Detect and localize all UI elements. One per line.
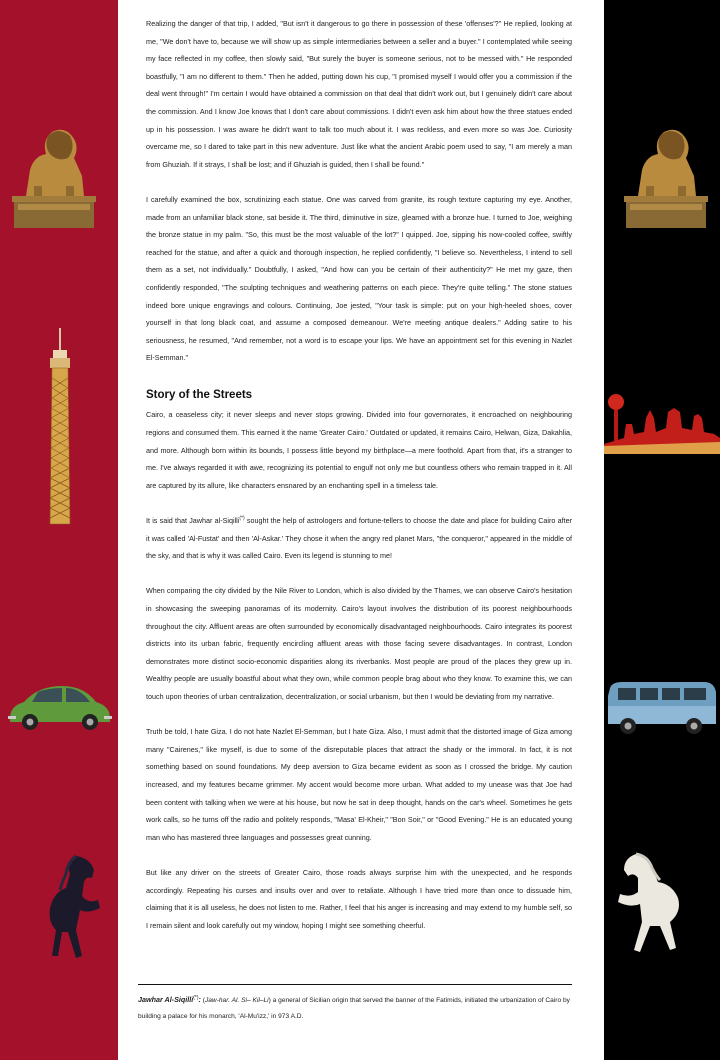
footnote-divider [138, 984, 572, 985]
footnote-text: ) a general of Sicilian origin that served the banner of the Fatimids, initiated the urbanization of Cairo by building a palace for his monarch, 'Al-Mu'izz,' in 973 A.D. [138, 997, 570, 1020]
section-heading: Story of the Streets [146, 389, 253, 402]
green-beetle-car-icon [4, 684, 116, 732]
footnote [138, 992, 588, 1024]
paragraph-driver: But like any driver on the streets of Greater Cairo, those roads always surprise him with the unexpected, and he responds accordingly. Repeating his curses and insults over and over to retaliate. Although I have tried more than once to dissuade him, claiming that it is all useless, he does not listen to me. Rather, I feel that his anger is increasing and may extend to my humble self, so I remain silent and look carefully out my window, hoping I might see something cheerful. [146, 867, 572, 930]
lion-statue-icon [624, 120, 708, 230]
paragraph-intro-2: I carefully examined the box, scrutinizing each statue. One was carved from granite, its rough texture capturing my eye. Another, made from an unfamiliar black stone, sat beside it. The third, diminutive in size, gleamed with a bronze hue. I turned to Joe, weighing the bronze statue in my palm. "So, this must be the most valuable of the lot?" I quipped. Joe, sipping his now-cooled coffee, swiftly reached for the statue, and after a quick and thorough inspection, he replied confidently, "I believe so. Nevertheless, I intend to sell them as a set, not individually." Doubtfully, I asked, "And how can you be certain of their authenticity?" He met my gaze, then confidently responded, "The sculpting techniques and weathering patterns on each piece. They're quite telling." The stone statues indeed bore unique engravings and colours. Continuing, Joe jested, "Your task is simple: put on your high-heeled shoes, cover yourself in that long black coat, and assume a composed demeanour. We're meeting antique dealers." Adding satire to his seriousness, he resumed, "And remember, not a word is to escape your lips. We have an appointment set for this evening in Nazlet El-Semman." [146, 194, 572, 363]
lion-statue-icon [12, 120, 96, 230]
footnote-term-ref: (*) [193, 994, 199, 1001]
main-text-column [146, 15, 572, 952]
paragraph-jawhar [146, 512, 572, 565]
footnote-reference: (*) [239, 515, 245, 522]
blue-van-icon [604, 680, 718, 738]
white-horse-icon [612, 850, 692, 956]
footnote-pronunciation: Jaw-har. Al. Si– Kil–Li [204, 997, 269, 1004]
paragraph-london-comparison: When comparing the city divided by the Nile River to London, which is also divided by the Thames, we can observe Cairo's hesitation in showcasing the sweeping panoramas of its modernity. Cairo's layout involves the distribution of its poorest neighbourhoods throughout the city. Affluent areas are often surrounded by economically disadvantaged neighbourhoods. Cairo integrates its poorest districts into its urban fabric, frequently encircling affluent areas with those facing severe disadvantages. In contrast, London demonstrates more distinct socio-economic disparities along its riverbanks. Most people are proud of the places they grew up in. Wealthy people are usually boastful about what they own, while common people brag about who they know. To examine this, we can touch upon theories of urban centralization, decentralization, or social urbanism, but then I would be deviating from my narrative. [146, 586, 572, 701]
footnote-pron-open: ( [200, 997, 205, 1004]
footnote-colon: : [198, 995, 201, 1004]
red-city-skyline-icon [604, 388, 720, 458]
cairo-tower-icon [42, 328, 78, 526]
paragraph-jawhar-after: sought the help of astrologers and fortune-tellers to choose the date and place for building Cairo after it was called 'Al-Fustat' and then 'Al-Askar.' They chose it when the angry red planet Mars, "the conqueror," appeared in the middle of the sky, and that is why it was called Cairo. Even its legend is stunning to me! [146, 516, 572, 561]
black-horse-icon [36, 852, 106, 964]
paragraph-intro-1: Realizing the danger of that trip, I added, "But isn't it dangerous to go there in possession of these 'offenses'?" He replied, looking at me, "We don't have to, because we will show up as simple intermediaries between a seller and a buyer." I contemplated while seeing my face reflected in my coffee, then slowly said, "But surely the buyer is someone serious, not to be messed with." He responded boastfully, "I am no different to them." Then he added, putting down his cup, "I promised myself I would offer you a commission if the deal went through!" I'm certain I would have obtained a commission on that deal that didn't work out, but I genuinely didn't care about the commission. And I know Joe knows that I don't care about commissions. I didn't even ask him about how the three statues ended up in his possession. I was aware he didn't want to talk too much about it. I was reckless, and even more so was Joe. Curiosity overcame me, so I dared to take part in this new adventure. Just like what the ancient Arabic poem used to say, "I am merely a man from Ghuziah. If it strays, I shall be lost; and if Ghuziah is guided, then I shall be found." [146, 19, 572, 169]
footnote-term: Jawhar Al-Siqilli [138, 995, 194, 1004]
paragraph-giza: Truth be told, I hate Giza. I do not hate Nazlet El-Semman, but I hate Giza. Also, I must admit that the distorted image of Giza among many "Cairenes," like myself, is due to some of the disreputable places that attract the shady or the immoral. In fact, it is not something based on sound foundations. My deep aversion to Giza became evident as soon as I crossed the bridge. My caution increased, and my features became grimmer. My accent would become more urban. What added to my unease was that Joe had been content with talking when we were at his house, but now he sat in deep thought, hands on the car's wheel. Sometimes he gets work calls, so he turns off the radio and politely responds, "Masa' El-Kheir," "Bon Soir," or "Good Evening." He is an educated young man who has mastered three languages and possesses great cunning. [146, 727, 572, 842]
paragraph-jawhar-before: It is said that Jawhar al-Siqilli [146, 516, 240, 526]
paragraph-streets-1: Cairo, a ceaseless city; it never sleeps and never stops growing. Divided into four governorates, it encroached on neighbouring regions and consumed them. This earned it the name 'Greater Cairo.' Outdated or updated, it remains Cairo, Helwan, Giza, Dakahlia, and more. Although born within its bounds, I possess little beyond my birthplace—a mere foothold. Apart from that, it's a stranger to me. I've always regarded it with awe, recognizing its potential to engulf not only me but countless others who remain trapped in it. All are captured by its allure, like characters ensnared by an enchanting spell in a timeless tale. [146, 410, 572, 490]
